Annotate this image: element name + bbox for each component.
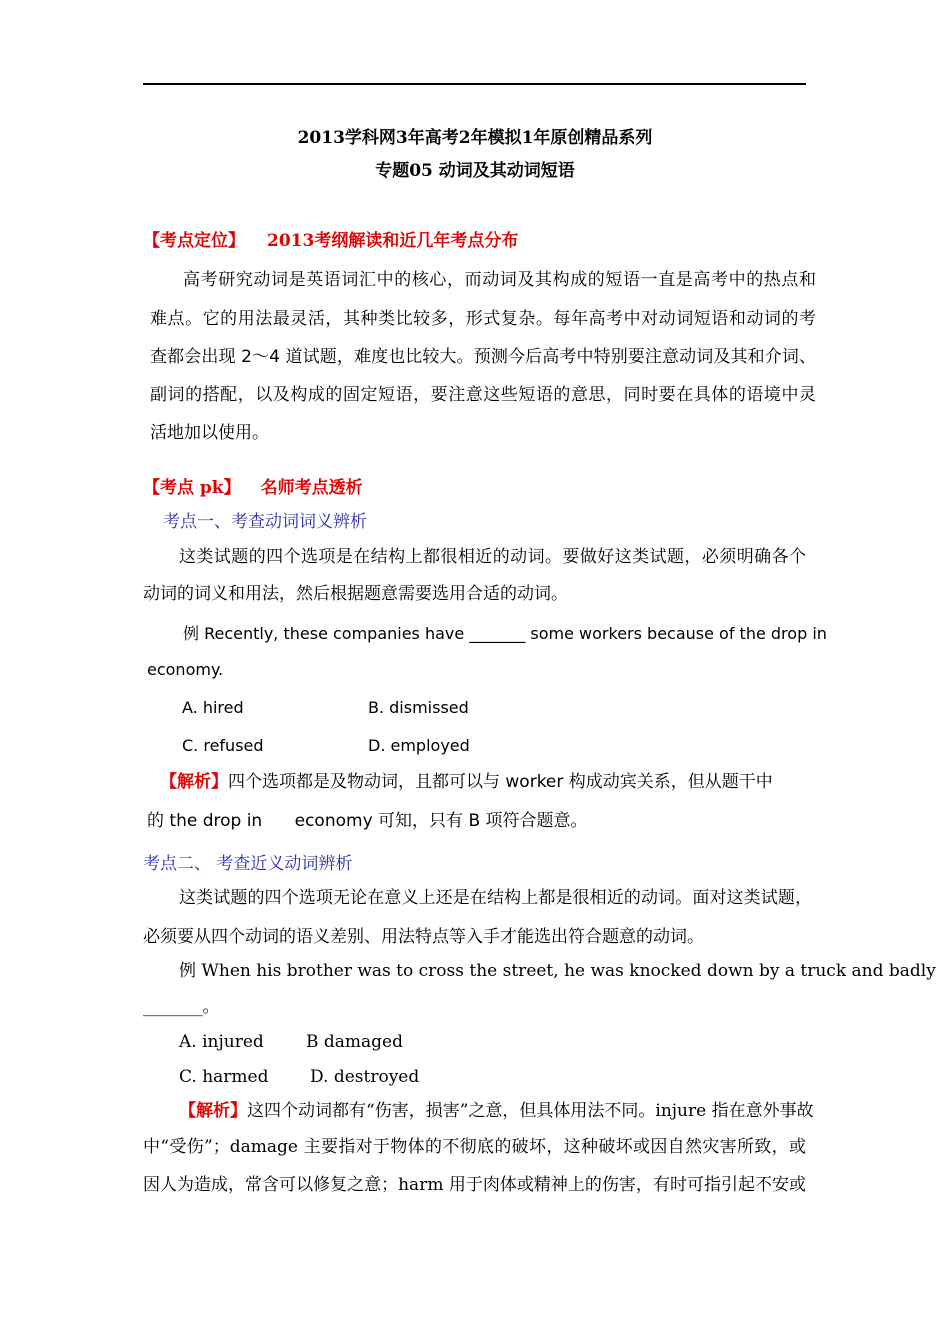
paragraph-line: 活地加以使用。: [150, 423, 269, 443]
option-b: B. dismissed: [368, 698, 469, 717]
section-tag: 【考点 pk】: [143, 478, 241, 498]
paragraph-line: 副词的搭配，以及构成的固定短语，要注意这些短语的意思，同时要在具体的语境中灵: [150, 385, 816, 405]
section-tag: 【考点定位】: [143, 231, 245, 251]
analysis-text: 这四个动词都有“伤害，损害”之意，但具体用法不同。injure 指在意外事故: [247, 1101, 814, 1121]
paragraph-line: 动词的词义和用法，然后根据题意需要选用合适的动词。: [143, 584, 568, 604]
paragraph-line: 这类试题的四个选项无论在意义上还是在结构上都是很相近的动词。面对这类试题，: [179, 888, 812, 908]
section-tag-pk: [143, 477, 363, 499]
analysis-text: 四个选项都是及物动词，且都可以与 worker 构成动宾关系，但从题干中: [228, 772, 773, 792]
paragraph-line: 难点。它的用法最灵活，其种类比较多，形式复杂。每年高考中对动词短语和动词的考: [150, 309, 816, 329]
analysis-line: [160, 771, 773, 793]
analysis-line: 因人为造成，常含可以修复之意；harm 用于肉体或精神上的伤害，有时可指引起不安或: [143, 1175, 806, 1195]
option-b: B damaged: [306, 1032, 403, 1052]
paragraph-line: 必须要从四个动词的语义差别、用法特点等入手才能选出符合题意的动词。: [143, 927, 704, 947]
analysis-tag: 【解析】: [179, 1101, 247, 1121]
option-c: C. harmed: [179, 1067, 269, 1087]
section-heading: 2013考纲解读和近几年考点分布: [267, 231, 519, 251]
document-subtitle: 专题05 动词及其动词短语: [375, 161, 575, 181]
analysis-line: [179, 1100, 814, 1122]
paragraph-line: 查都会出现 2～4 道试题，难度也比较大。预测今后高考中特别要注意动词及其和介词、: [150, 347, 816, 367]
point-heading: 考点二、 考查近义动词辨析: [143, 854, 353, 874]
section-tag-positioning: [143, 230, 518, 252]
section-heading: 名师考点透析: [260, 478, 363, 498]
option-d: D. destroyed: [310, 1067, 420, 1087]
example-line: 例 Recently, these companies have _______ some workers because of the drop in: [183, 624, 827, 643]
header-rule: [143, 83, 806, 85]
option-d: D. employed: [368, 736, 470, 755]
analysis-line: 的 the drop in economy 可知，只有 B 项符合题意。: [147, 811, 588, 831]
example-line: 例 When his brother was to cross the street, he was knocked down by a truck and badly: [179, 961, 936, 981]
example-line: economy.: [147, 660, 224, 679]
option-c: C. refused: [182, 736, 264, 755]
analysis-line: 中“受伤”；damage 主要指对于物体的不彻底的破坏，这种破坏或因自然灾害所致，或: [143, 1137, 806, 1157]
analysis-tag: 【解析】: [160, 772, 228, 792]
option-a: A. hired: [182, 698, 244, 717]
paragraph-line: 这类试题的四个选项是在结构上都很相近的动词。要做好这类试题，必须明确各个: [179, 547, 806, 567]
document-title: 2013学科网3年高考2年模拟1年原创精品系列: [297, 128, 653, 148]
option-a: A. injured: [179, 1032, 264, 1052]
paragraph-line: 高考研究动词是英语词汇中的核心，而动词及其构成的短语一直是高考中的热点和: [183, 270, 816, 290]
point-heading: 考点一、考查动词词义辨析: [163, 512, 367, 532]
example-line: _______。: [143, 997, 220, 1017]
